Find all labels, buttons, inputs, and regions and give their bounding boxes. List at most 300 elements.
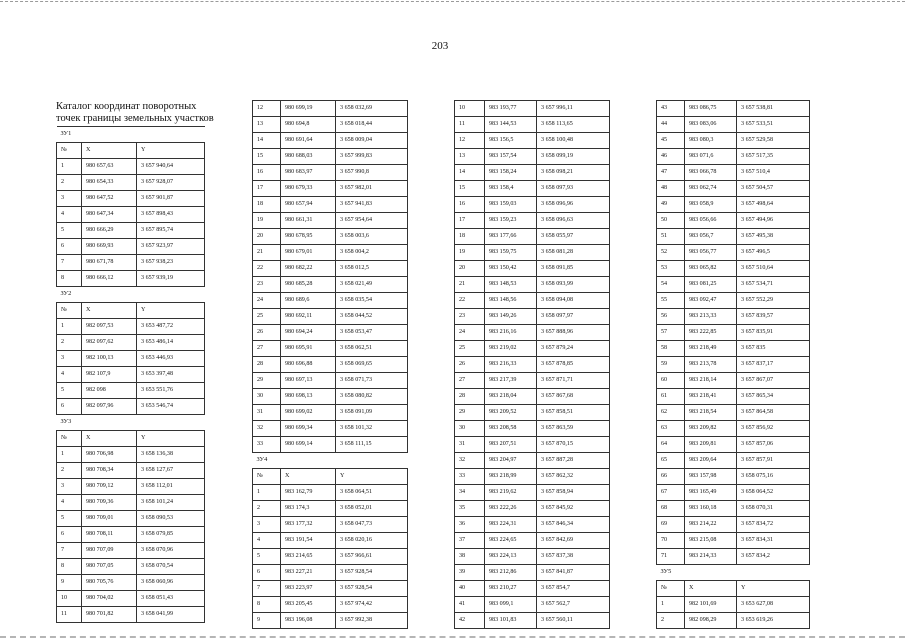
table-row <box>455 181 610 197</box>
point-number: 28 <box>455 389 485 405</box>
point-number: 58 <box>657 341 685 357</box>
coord-x: 983 212,86 <box>485 565 537 581</box>
point-number: 7 <box>57 255 82 271</box>
header-number: № <box>57 303 82 319</box>
coord-y: 3 653 619,26 <box>737 613 810 629</box>
coord-y: 3 657 857,06 <box>737 437 810 453</box>
coord-y: 3 658 101,32 <box>336 421 408 437</box>
coord-y: 3 653 546,74 <box>137 399 205 415</box>
coord-y: 3 657 533,51 <box>737 117 810 133</box>
coord-x: 983 222,85 <box>685 325 737 341</box>
point-number: 44 <box>657 117 685 133</box>
parcel-label: ЗУ4 <box>256 456 268 464</box>
coord-x: 983 071,6 <box>685 149 737 165</box>
coord-x: 983 162,79 <box>281 485 336 501</box>
table-row <box>657 517 810 533</box>
table-row <box>253 101 408 117</box>
coord-x: 983 224,31 <box>485 517 537 533</box>
coord-y: 3 657 928,54 <box>336 581 408 597</box>
coord-y: 3 657 895,74 <box>137 223 205 239</box>
point-number: 26 <box>253 325 281 341</box>
parcel-label-cell <box>57 127 205 143</box>
coord-x: 983 056,77 <box>685 245 737 261</box>
table-row <box>657 165 810 181</box>
point-number: 3 <box>57 191 82 207</box>
parcel-label-row <box>57 415 205 431</box>
coord-y: 3 657 939,19 <box>137 271 205 287</box>
coord-x: 980 709,01 <box>82 511 137 527</box>
coord-y: 3 657 498,64 <box>737 197 810 213</box>
coord-y: 3 658 003,6 <box>336 229 408 245</box>
coord-y: 3 658 062,51 <box>336 341 408 357</box>
coord-x: 983 213,33 <box>685 309 737 325</box>
header-number: № <box>657 581 685 597</box>
table-row <box>455 149 610 165</box>
header-x: X <box>82 431 137 447</box>
point-number: 13 <box>253 117 281 133</box>
table-row <box>455 117 610 133</box>
point-number: 1 <box>253 485 281 501</box>
coord-y: 3 658 064,51 <box>336 485 408 501</box>
point-number: 43 <box>657 101 685 117</box>
coord-y: 3 657 835,91 <box>737 325 810 341</box>
coord-y: 3 657 834,31 <box>737 533 810 549</box>
coord-y: 3 657 864,58 <box>737 405 810 421</box>
table-row <box>657 341 810 357</box>
coord-x: 983 207,51 <box>485 437 537 453</box>
coord-x: 983 193,77 <box>485 101 537 117</box>
coord-x: 983 224,13 <box>485 549 537 565</box>
point-number: 46 <box>657 149 685 165</box>
coord-x: 983 149,26 <box>485 309 537 325</box>
point-number: 6 <box>57 239 82 255</box>
coord-y: 3 658 020,16 <box>336 533 408 549</box>
coord-y: 3 657 504,57 <box>737 181 810 197</box>
coord-y: 3 658 018,44 <box>336 117 408 133</box>
table-header-row <box>657 581 810 597</box>
coord-x: 983 213,78 <box>685 357 737 373</box>
point-number: 3 <box>57 479 82 495</box>
point-number: 62 <box>657 405 685 421</box>
coord-y: 3 658 079,85 <box>137 527 205 543</box>
coord-y: 3 657 928,54 <box>336 565 408 581</box>
point-number: 10 <box>57 591 82 607</box>
parcel-label: ЗУ5 <box>660 568 672 576</box>
point-number: 30 <box>455 421 485 437</box>
table-row <box>455 341 610 357</box>
table-row <box>657 485 810 501</box>
point-number: 27 <box>455 373 485 389</box>
point-number: 24 <box>455 325 485 341</box>
coord-x: 980 679,33 <box>281 181 336 197</box>
table-row <box>57 255 205 271</box>
table-row <box>657 245 810 261</box>
coord-y: 3 657 999,83 <box>336 149 408 165</box>
coord-x: 980 657,94 <box>281 197 336 213</box>
coord-x: 982 107,9 <box>82 367 137 383</box>
coord-x: 983 156,5 <box>485 133 537 149</box>
coord-x: 983 144,53 <box>485 117 537 133</box>
header-y: Y <box>137 143 205 159</box>
table-row <box>455 309 610 325</box>
coord-x: 983 191,54 <box>281 533 336 549</box>
parcel-label-cell <box>57 287 205 303</box>
table-row <box>253 517 408 533</box>
coord-x: 983 157,98 <box>685 469 737 485</box>
coord-x: 983 159,23 <box>485 213 537 229</box>
table-row <box>455 277 610 293</box>
coord-y: 3 657 923,97 <box>137 239 205 255</box>
point-number: 55 <box>657 293 685 309</box>
coord-x: 980 661,31 <box>281 213 336 229</box>
point-number: 33 <box>455 469 485 485</box>
coord-y: 3 657 867,68 <box>537 389 610 405</box>
table-row <box>657 501 810 517</box>
point-number: 65 <box>657 453 685 469</box>
table-row <box>57 511 205 527</box>
point-number: 6 <box>57 399 82 415</box>
point-number: 40 <box>455 581 485 597</box>
coord-y: 3 658 112,01 <box>137 479 205 495</box>
table-row <box>57 447 205 463</box>
coord-y: 3 658 044,52 <box>336 309 408 325</box>
coord-y: 3 657 867,07 <box>737 373 810 389</box>
point-number: 12 <box>253 101 281 117</box>
point-number: 10 <box>455 101 485 117</box>
table-row <box>657 389 810 405</box>
coord-x: 983 214,65 <box>281 549 336 565</box>
header-number: № <box>57 143 82 159</box>
point-number: 2 <box>253 501 281 517</box>
coord-y: 3 657 837,17 <box>737 357 810 373</box>
table-row <box>455 373 610 389</box>
point-number: 3 <box>253 517 281 533</box>
table-row <box>253 165 408 181</box>
point-number: 26 <box>455 357 485 373</box>
coord-y: 3 653 487,72 <box>137 319 205 335</box>
coord-x: 982 098,29 <box>685 613 737 629</box>
coord-y: 3 658 091,85 <box>537 261 610 277</box>
coord-y: 3 658 060,96 <box>137 575 205 591</box>
coord-x: 983 209,64 <box>685 453 737 469</box>
coord-y: 3 657 517,35 <box>737 149 810 165</box>
coord-x: 983 160,18 <box>685 501 737 517</box>
table-row <box>253 117 408 133</box>
table-row <box>57 543 205 559</box>
coord-y: 3 658 136,38 <box>137 447 205 463</box>
point-number: 47 <box>657 165 685 181</box>
coord-y: 3 658 127,67 <box>137 463 205 479</box>
table-row <box>657 197 810 213</box>
coord-y: 3 658 021,49 <box>336 277 408 293</box>
table-row <box>253 565 408 581</box>
table-row <box>657 469 810 485</box>
table-row <box>253 341 408 357</box>
coord-x: 983 158,4 <box>485 181 537 197</box>
table-row <box>253 149 408 165</box>
point-number: 12 <box>455 133 485 149</box>
coord-y: 3 653 551,76 <box>137 383 205 399</box>
point-number: 15 <box>253 149 281 165</box>
coord-y: 3 657 510,64 <box>737 261 810 277</box>
coord-x: 983 177,66 <box>485 229 537 245</box>
coord-y: 3 657 928,07 <box>137 175 205 191</box>
coord-x: 983 210,27 <box>485 581 537 597</box>
table-row <box>455 245 610 261</box>
coord-x: 983 218,49 <box>685 341 737 357</box>
coord-x: 983 159,03 <box>485 197 537 213</box>
table-row <box>253 405 408 421</box>
coord-y: 3 657 552,29 <box>737 293 810 309</box>
table-row <box>253 485 408 501</box>
coord-y: 3 658 047,73 <box>336 517 408 533</box>
coord-y: 3 658 070,54 <box>137 559 205 575</box>
coord-x: 980 695,91 <box>281 341 336 357</box>
coord-y: 3 657 835 <box>737 341 810 357</box>
coordinate-table-col-4 <box>656 100 810 629</box>
table-row <box>455 613 610 629</box>
coord-y: 3 657 878,85 <box>537 357 610 373</box>
table-row <box>57 191 205 207</box>
point-number: 25 <box>455 341 485 357</box>
point-number: 14 <box>455 165 485 181</box>
coord-y: 3 658 032,69 <box>336 101 408 117</box>
point-number: 66 <box>657 469 685 485</box>
page-number: 203 <box>431 40 449 52</box>
point-number: 25 <box>253 309 281 325</box>
point-number: 42 <box>455 613 485 629</box>
table-row <box>253 261 408 277</box>
coord-x: 980 709,36 <box>82 495 137 511</box>
coord-x: 983 218,14 <box>685 373 737 389</box>
coord-x: 980 688,03 <box>281 149 336 165</box>
coord-x: 982 097,62 <box>82 335 137 351</box>
coord-x: 983 056,7 <box>685 229 737 245</box>
parcel-label: ЗУ3 <box>60 418 72 426</box>
table-row <box>253 389 408 405</box>
table-row <box>455 453 610 469</box>
coord-y: 3 658 004,2 <box>336 245 408 261</box>
table-row <box>657 309 810 325</box>
coord-y: 3 657 858,94 <box>537 485 610 501</box>
coord-x: 982 097,96 <box>82 399 137 415</box>
table-row <box>455 229 610 245</box>
point-number: 20 <box>455 261 485 277</box>
point-number: 8 <box>253 597 281 613</box>
coord-y: 3 658 090,53 <box>137 511 205 527</box>
point-number: 20 <box>253 229 281 245</box>
parcel-label: ЗУ2 <box>60 290 72 298</box>
coord-x: 980 654,33 <box>82 175 137 191</box>
coord-y: 3 658 070,96 <box>137 543 205 559</box>
coord-x: 983 218,41 <box>685 389 737 405</box>
point-number: 34 <box>455 485 485 501</box>
coord-y: 3 657 834,72 <box>737 517 810 533</box>
coord-x: 980 678,95 <box>281 229 336 245</box>
point-number: 2 <box>57 175 82 191</box>
table-row <box>657 373 810 389</box>
table-row <box>253 229 408 245</box>
table-row <box>57 207 205 223</box>
point-number: 4 <box>57 207 82 223</box>
table-row <box>253 293 408 309</box>
coord-y: 3 657 858,51 <box>537 405 610 421</box>
coord-x: 980 666,29 <box>82 223 137 239</box>
coord-x: 982 100,13 <box>82 351 137 367</box>
coord-y: 3 657 954,64 <box>336 213 408 229</box>
coord-y: 3 657 496,5 <box>737 245 810 261</box>
point-number: 5 <box>57 383 82 399</box>
coord-y: 3 657 529,58 <box>737 133 810 149</box>
table-row <box>253 533 408 549</box>
table-row <box>253 197 408 213</box>
coord-y: 3 658 035,54 <box>336 293 408 309</box>
coord-y: 3 658 052,01 <box>336 501 408 517</box>
coord-x: 980 691,64 <box>281 133 336 149</box>
coord-x: 980 699,14 <box>281 437 336 453</box>
header-y: Y <box>137 431 205 447</box>
point-number: 24 <box>253 293 281 309</box>
coord-y: 3 658 064,52 <box>737 485 810 501</box>
coord-y: 3 653 627,08 <box>737 597 810 613</box>
point-number: 28 <box>253 357 281 373</box>
table-row <box>57 463 205 479</box>
coord-x: 983 066,78 <box>685 165 737 181</box>
coord-x: 983 209,52 <box>485 405 537 421</box>
parcel-label-cell <box>253 453 408 469</box>
coord-y: 3 658 099,19 <box>537 149 610 165</box>
table-header-row <box>57 303 205 319</box>
coord-x: 980 701,82 <box>82 607 137 623</box>
coord-y: 3 657 834,2 <box>737 549 810 565</box>
point-number: 52 <box>657 245 685 261</box>
coord-y: 3 657 996,11 <box>537 101 610 117</box>
coord-x: 983 080,3 <box>685 133 737 149</box>
coord-y: 3 657 990,8 <box>336 165 408 181</box>
table-row <box>455 405 610 421</box>
coord-x: 980 699,34 <box>281 421 336 437</box>
table-row <box>455 133 610 149</box>
table-row <box>57 479 205 495</box>
table-row <box>657 533 810 549</box>
table-row <box>657 357 810 373</box>
coord-y: 3 657 538,81 <box>737 101 810 117</box>
table-row <box>657 549 810 565</box>
coord-x: 983 099,1 <box>485 597 537 613</box>
coord-y: 3 658 097,93 <box>537 181 610 197</box>
coord-x: 980 683,97 <box>281 165 336 181</box>
coord-y: 3 657 966,61 <box>336 549 408 565</box>
table-header-row <box>57 431 205 447</box>
point-number: 54 <box>657 277 685 293</box>
table-row <box>455 101 610 117</box>
table-row <box>57 223 205 239</box>
table-row <box>455 421 610 437</box>
table-row <box>657 421 810 437</box>
coord-y: 3 657 992,38 <box>336 613 408 629</box>
point-number: 22 <box>455 293 485 309</box>
point-number: 13 <box>455 149 485 165</box>
coord-y: 3 657 854,7 <box>537 581 610 597</box>
coord-x: 983 150,42 <box>485 261 537 277</box>
point-number: 5 <box>57 511 82 527</box>
table-row <box>657 293 810 309</box>
coord-y: 3 658 051,43 <box>137 591 205 607</box>
coord-x: 983 223,97 <box>281 581 336 597</box>
coord-x: 983 196,08 <box>281 613 336 629</box>
table-row <box>455 597 610 613</box>
table-row <box>57 607 205 623</box>
table-row <box>657 437 810 453</box>
point-number: 41 <box>455 597 485 613</box>
coord-x: 983 174,3 <box>281 501 336 517</box>
table-row <box>455 485 610 501</box>
table-row <box>455 357 610 373</box>
coord-x: 982 101,69 <box>685 597 737 613</box>
point-number: 6 <box>57 527 82 543</box>
table-row <box>253 421 408 437</box>
parcel-label: ЗУ1 <box>60 130 72 138</box>
coord-x: 980 682,22 <box>281 261 336 277</box>
table-row <box>657 405 810 421</box>
coord-x: 983 148,53 <box>485 277 537 293</box>
table-row <box>253 245 408 261</box>
catalog-title-line: точек границы земельных участков <box>56 113 214 124</box>
coord-y: 3 657 887,28 <box>537 453 610 469</box>
table-row <box>57 383 205 399</box>
table-row <box>253 613 408 629</box>
header-y: Y <box>737 581 810 597</box>
coord-x: 983 159,75 <box>485 245 537 261</box>
coord-y: 3 657 842,69 <box>537 533 610 549</box>
coord-y: 3 657 856,92 <box>737 421 810 437</box>
coord-x: 982 097,53 <box>82 319 137 335</box>
coord-x: 983 227,21 <box>281 565 336 581</box>
coord-y: 3 657 888,96 <box>537 325 610 341</box>
coord-x: 983 218,54 <box>685 405 737 421</box>
point-number: 36 <box>455 517 485 533</box>
point-number: 9 <box>253 613 281 629</box>
point-number: 21 <box>253 245 281 261</box>
table-row <box>455 325 610 341</box>
table-row <box>253 325 408 341</box>
point-number: 19 <box>455 245 485 261</box>
point-number: 18 <box>253 197 281 213</box>
point-number: 11 <box>57 607 82 623</box>
point-number: 59 <box>657 357 685 373</box>
coord-x: 980 694,8 <box>281 117 336 133</box>
coord-x: 983 208,58 <box>485 421 537 437</box>
coord-x: 980 706,98 <box>82 447 137 463</box>
table-row <box>455 261 610 277</box>
coord-y: 3 658 096,96 <box>537 197 610 213</box>
point-number: 1 <box>57 159 82 175</box>
coord-x: 980 685,28 <box>281 277 336 293</box>
parcel-label-cell <box>57 415 205 431</box>
table-row <box>455 293 610 309</box>
point-number: 27 <box>253 341 281 357</box>
point-number: 51 <box>657 229 685 245</box>
coord-y: 3 657 974,42 <box>336 597 408 613</box>
header-x: X <box>82 143 137 159</box>
coord-x: 983 219,62 <box>485 485 537 501</box>
coordinate-table-col-1 <box>56 126 205 623</box>
point-number: 2 <box>57 463 82 479</box>
point-number: 8 <box>57 559 82 575</box>
coord-y: 3 657 837,38 <box>537 549 610 565</box>
header-number: № <box>57 431 82 447</box>
coord-y: 3 657 562,7 <box>537 597 610 613</box>
